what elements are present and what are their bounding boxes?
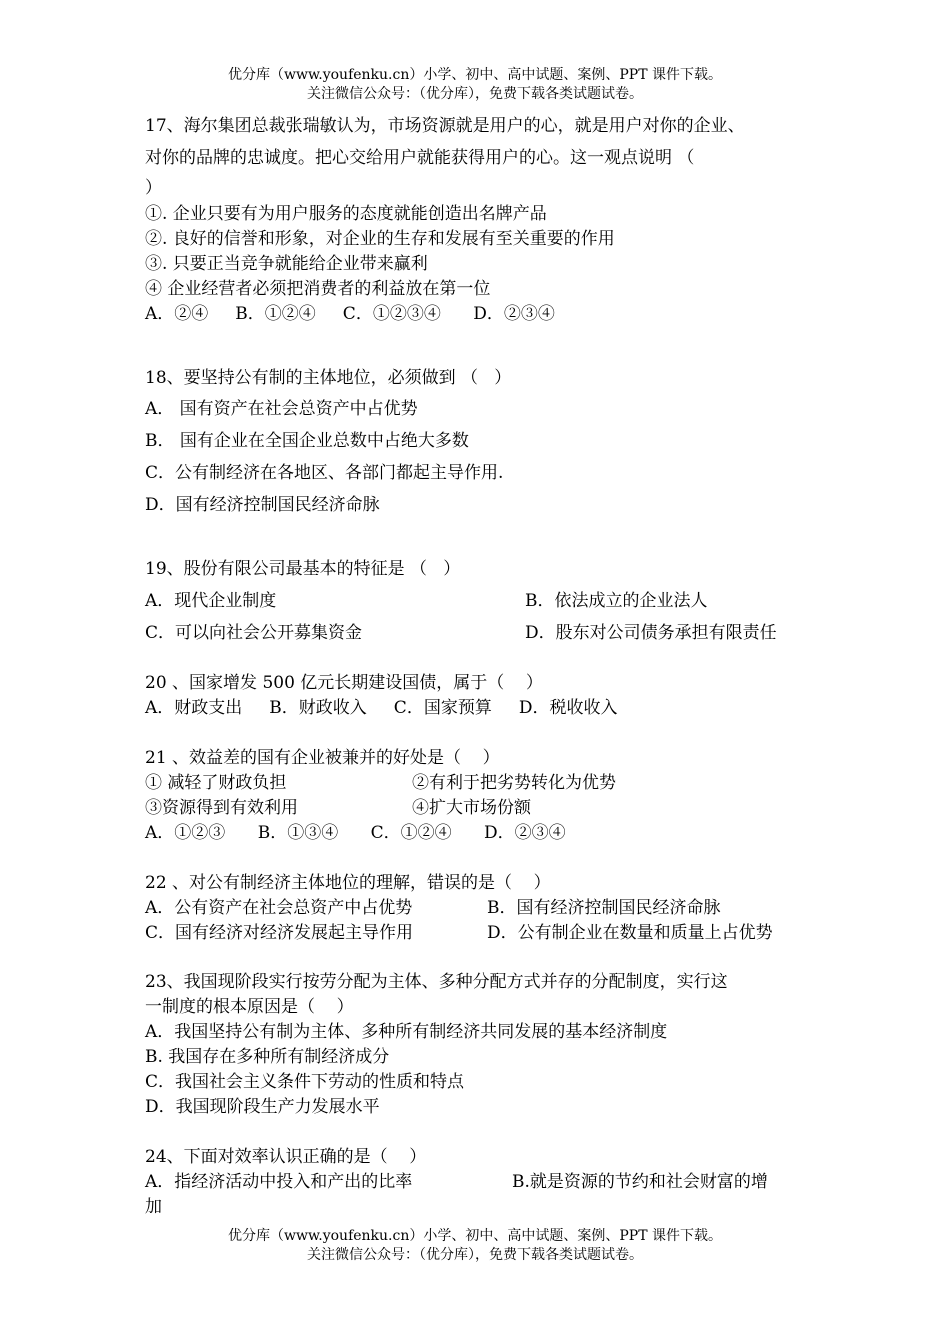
q18-option-c: C．公有制经济在各地区、各部门都起主导作用. [145, 463, 504, 483]
q19-option-b: B．依法成立的企业法人 [525, 591, 708, 611]
q22-option-b: B．国有经济控制国民经济命脉 [487, 898, 721, 918]
q21-statement-1: ① 减轻了财政负担 [145, 773, 287, 793]
q17-statement-4: ④ 企业经营者必须把消费者的利益放在第一位 [145, 279, 491, 299]
q17-stem-line-3: ） [145, 178, 162, 198]
footer-line-1: 优分库（www.youfenku.cn）小学、初中、高中试题、案例、PPT 课件下载。 [227, 1228, 722, 1244]
page-footer [0, 1227, 950, 1265]
q23-stem-line-2: 一制度的根本原因是（ ） [145, 997, 354, 1017]
q23-option-d: D．我国现阶段生产力发展水平 [145, 1097, 380, 1117]
q22-option-a: A．公有资产在社会总资产中占优势 [145, 898, 413, 918]
q18-option-d: D．国有经济控制国民经济命脉 [145, 495, 380, 515]
header-line-1: 优分库（www.youfenku.cn）小学、初中、高中试题、案例、PPT 课件下载。 [227, 67, 722, 83]
q17-statement-2: ②. 良好的信誉和形象，对企业的生存和发展有至关重要的作用 [145, 229, 615, 249]
q20-stem: 20 、国家增发 500 亿元长期建设国债，属于（ ） [145, 673, 543, 693]
q24-option-b: B.就是资源的节约和社会财富的增 [512, 1172, 768, 1192]
q22-option-d: D．公有制企业在数量和质量上占优势 [487, 923, 773, 943]
q18-stem: 18、要坚持公有制的主体地位，必须做到 （ ） [145, 368, 512, 388]
q17-statement-1: ①. 企业只要有为用户服务的态度就能创造出名牌产品 [145, 204, 547, 224]
q17-options: A．②④ B．①②④ C．①②③④ D．②③④ [145, 304, 555, 324]
q21-statement-2: ②有利于把劣势转化为优势 [412, 773, 616, 793]
q24-stem: 24、下面对效率认识正确的是（ ） [145, 1147, 427, 1167]
header-line-2: 关注微信公众号：（优分库），免费下载各类试题试卷。 [307, 86, 643, 102]
q17-stem-line-1: 17、海尔集团总裁张瑞敏认为，市场资源就是用户的心，就是用户对你的企业、 [145, 116, 745, 136]
q24-option-b-continued: 加 [145, 1197, 162, 1217]
q23-option-b: B. 我国存在多种所有制经济成分 [145, 1047, 390, 1067]
q19-option-d: D．股东对公司债务承担有限责任 [525, 623, 777, 643]
q17-stem-line-2: 对你的品牌的忠诚度。把心交给用户就能获得用户的心。这一观点说明 （ [145, 148, 695, 168]
q24-option-a: A．指经济活动中投入和产出的比率 [145, 1172, 413, 1192]
q18-option-b: B． 国有企业在全国企业总数中占绝大多数 [145, 431, 469, 451]
footer-line-2: 关注微信公众号：（优分库），免费下载各类试题试卷。 [307, 1247, 643, 1263]
q19-stem: 19、股份有限公司最基本的特征是 （ ） [145, 559, 461, 579]
q21-statement-4: ④扩大市场份额 [412, 798, 531, 818]
q20-options: A．财政支出 B．财政收入 C．国家预算 D．税收收入 [145, 698, 618, 718]
q23-stem-line-1: 23、我国现阶段实行按劳分配为主体、多种分配方式并存的分配制度，实行这 [145, 972, 728, 992]
q17-statement-3: ③. 只要正当竞争就能给企业带来赢利 [145, 254, 428, 274]
q19-option-c: C．可以向社会公开募集资金 [145, 623, 363, 643]
q21-statement-3: ③资源得到有效利用 [145, 798, 298, 818]
q23-option-a: A．我国坚持公有制为主体、多种所有制经济共同发展的基本经济制度 [145, 1022, 668, 1042]
q21-options: A．①②③ B．①③④ C．①②④ D．②③④ [145, 823, 566, 843]
q22-stem: 22 、对公有制经济主体地位的理解，错误的是（ ） [145, 873, 551, 893]
q18-option-a: A． 国有资产在社会总资产中占优势 [145, 399, 418, 419]
page-header [0, 66, 950, 104]
q23-option-c: C．我国社会主义条件下劳动的性质和特点 [145, 1072, 465, 1092]
q19-option-a: A．现代企业制度 [145, 591, 277, 611]
q21-stem: 21 、效益差的国有企业被兼并的好处是（ ） [145, 748, 500, 768]
q22-option-c: C．国有经济对经济发展起主导作用 [145, 923, 414, 943]
